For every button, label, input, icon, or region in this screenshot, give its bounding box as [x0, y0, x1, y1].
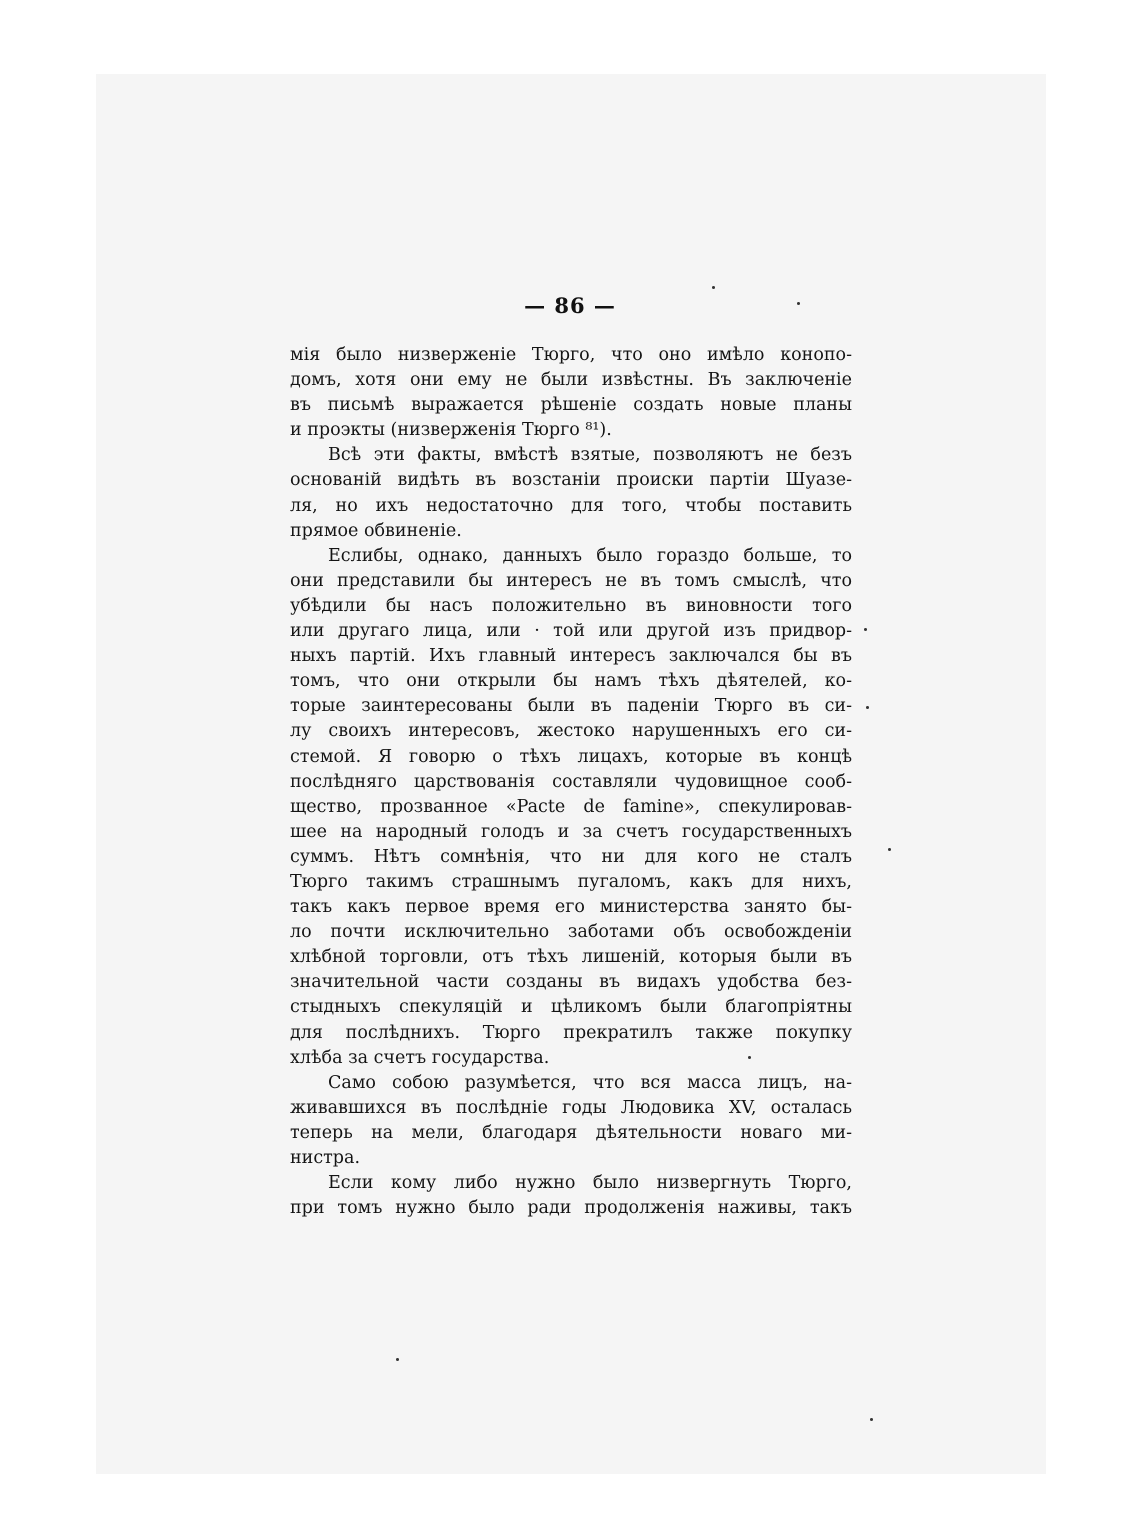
- scan-speck: [712, 286, 715, 289]
- scan-speck: [888, 848, 891, 851]
- text-line: для послѣднихъ. Тюрго прекратилъ также покупку: [290, 1022, 852, 1043]
- paragraph-start-line: Еслибы, однако, данныхъ было гораздо больше, то: [328, 545, 852, 566]
- text-line: въ письмѣ выражается рѣшеніе создать новые планы: [290, 395, 852, 416]
- text-line: стемой. Я говорю о тѣхъ лицахъ, которые въ концѣ: [290, 746, 852, 767]
- text-line: живавшихся въ послѣдніе годы Людовика XV, осталась: [290, 1097, 852, 1118]
- text-line: при томъ нужно было ради продолженія наживы, такъ: [290, 1198, 852, 1219]
- text-line: теперь на мели, благодаря дѣятельности новаго ми-: [290, 1122, 852, 1143]
- scan-speck: [864, 628, 867, 631]
- text-line: нистра.: [290, 1148, 361, 1168]
- text-line: ло почти исключительно заботами объ освобожденіи: [290, 922, 852, 943]
- text-line: основаній видѣть въ возстаніи происки партіи Шуазе-: [290, 470, 852, 491]
- text-line: ля, но ихъ недостаточно для того, чтобы поставить: [290, 495, 852, 516]
- text-line: стыдныхъ спекуляцій и цѣликомъ были благопріятны: [290, 997, 852, 1018]
- paragraph-start-line: Всѣ эти факты, вмѣстѣ взятые, позволяютъ не безъ: [328, 445, 852, 466]
- scan-speck: [870, 1418, 873, 1421]
- text-line: шее на народный голодъ и за счетъ государственныхъ: [290, 821, 852, 842]
- text-line: или другаго лица, или · той или другой изъ придвор-: [290, 621, 852, 642]
- text-line: Тюрго такимъ страшнымъ пугаломъ, какъ для нихъ,: [290, 871, 852, 892]
- text-line: значительной части созданы въ видахъ удобства без-: [290, 972, 852, 993]
- text-line: домъ, хотя они ему не были извѣстны. Въ заключеніе: [290, 370, 852, 391]
- text-line: хлѣбной торговли, отъ тѣхъ лишеній, которыя были въ: [290, 947, 852, 968]
- text-line: хлѣба за счетъ государства.: [290, 1047, 550, 1068]
- text-line: мія было низверженіе Тюрго, что оно имѣло конопо-: [290, 345, 852, 365]
- text-line: такъ какъ первое время его министерства занято бы-: [290, 897, 852, 918]
- text-line: щество, прозванное «Pacte de famine», спекулировав-: [290, 796, 852, 817]
- text-line: прямое обвиненіе.: [290, 520, 462, 541]
- text-line: суммъ. Нѣтъ сомнѣнія, что ни для кого не сталъ: [290, 846, 852, 867]
- paragraph-start-line: Если кому либо нужно было низвергнуть Тюрго,: [328, 1173, 852, 1194]
- text-line: лу своихъ интересовъ, жестоко нарушенныхъ его си-: [290, 721, 852, 742]
- body-text: [290, 343, 852, 1221]
- text-line: торые заинтересованы были въ паденіи Тюрго въ си-: [290, 696, 852, 717]
- paragraph-start-line: Само собою разумѣется, что вся масса лицъ, на-: [328, 1072, 852, 1093]
- text-line: томъ, что они открыли бы намъ тѣхъ дѣятелей, ко-: [290, 671, 852, 692]
- scan-speck: [396, 1358, 399, 1361]
- text-line: убѣдили бы насъ положительно въ виновности того: [290, 595, 852, 616]
- scan-speck: [797, 302, 800, 305]
- text-line: они представили бы интересъ не въ томъ смыслѣ, что: [290, 570, 852, 591]
- scan-speck: [748, 1056, 751, 1059]
- text-line: послѣдняго царствованія составляли чудовищное сооб-: [290, 771, 852, 792]
- scan-speck: [866, 706, 869, 709]
- page-number: — 86 —: [524, 293, 616, 318]
- text-line: ныхъ партій. Ихъ главный интересъ заключался бы въ: [290, 646, 852, 667]
- text-line: и проэкты (низверженія Тюрго ⁸¹).: [290, 420, 612, 441]
